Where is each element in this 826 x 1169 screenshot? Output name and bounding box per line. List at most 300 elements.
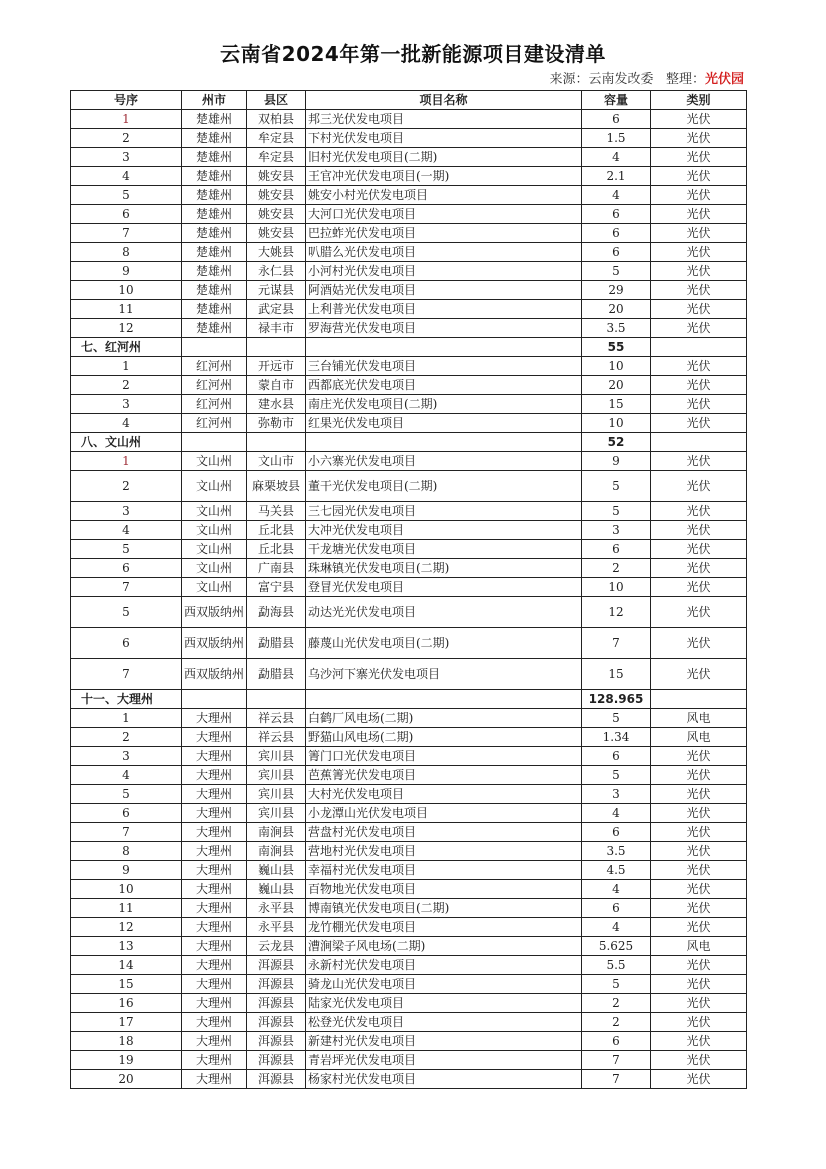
row-type: 光伏 [651,502,747,521]
row-city: 楚雄州 [182,281,247,300]
row-city: 楚雄州 [182,300,247,319]
row-type: 光伏 [651,262,747,281]
row-city: 楚雄州 [182,319,247,338]
row-capacity: 5.5 [582,956,651,975]
row-city: 楚雄州 [182,205,247,224]
row-type: 光伏 [651,224,747,243]
table-row [71,842,747,861]
row-city: 楚雄州 [182,129,247,148]
row-type: 光伏 [651,471,747,502]
row-type: 光伏 [651,994,747,1013]
row-city: 大理州 [182,728,247,747]
table-row [71,1070,747,1089]
row-number: 6 [71,559,182,578]
row-type: 光伏 [651,1032,747,1051]
row-capacity: 6 [582,1032,651,1051]
row-project-name: 阿酒姑光伏发电项目 [306,281,582,300]
table-row [71,281,747,300]
row-city: 大理州 [182,804,247,823]
row-capacity: 6 [582,899,651,918]
row-county: 麻栗坡县 [247,471,306,502]
row-number: 7 [71,823,182,842]
row-project-name: 罗海营光伏发电项目 [306,319,582,338]
table-row [71,129,747,148]
row-project-name: 三台铺光伏发电项目 [306,357,582,376]
row-capacity: 15 [582,659,651,690]
table-row [71,918,747,937]
row-capacity: 10 [582,578,651,597]
row-project-name: 芭蕉箐光伏发电项目 [306,766,582,785]
row-number: 20 [71,1070,182,1089]
row-city: 大理州 [182,1070,247,1089]
row-number: 7 [71,659,182,690]
row-project-name: 小龙潭山光伏发电项目 [306,804,582,823]
row-type: 光伏 [651,1013,747,1032]
row-county: 富宁县 [247,578,306,597]
row-project-name: 叭腊么光伏发电项目 [306,243,582,262]
row-type: 光伏 [651,975,747,994]
row-number: 10 [71,281,182,300]
table-row [71,628,747,659]
row-project-name: 百物地光伏发电项目 [306,880,582,899]
table-body [71,110,747,1089]
row-city: 大理州 [182,1032,247,1051]
table-row [71,559,747,578]
row-number: 13 [71,937,182,956]
table-row [71,937,747,956]
row-number: 16 [71,994,182,1013]
row-capacity: 3.5 [582,842,651,861]
row-number: 4 [71,414,182,433]
header-type: 类别 [651,91,747,110]
row-number: 8 [71,243,182,262]
row-county: 洱源县 [247,994,306,1013]
row-number: 3 [71,747,182,766]
row-number: 9 [71,861,182,880]
row-number: 2 [71,471,182,502]
row-city: 楚雄州 [182,186,247,205]
row-project-name: 龙竹棚光伏发电项目 [306,918,582,937]
row-capacity: 7 [582,1051,651,1070]
row-capacity: 7 [582,1070,651,1089]
row-capacity: 5 [582,709,651,728]
row-project-name: 松登光伏发电项目 [306,1013,582,1032]
group-type-empty [651,338,747,357]
row-city: 红河州 [182,357,247,376]
row-number: 2 [71,129,182,148]
header-project-name: 项目名称 [306,91,582,110]
row-county: 勐海县 [247,597,306,628]
table-row [71,414,747,433]
header-no: 号序 [71,91,182,110]
row-project-name: 营盘村光伏发电项目 [306,823,582,842]
row-project-name: 小河村光伏发电项目 [306,262,582,281]
row-project-name: 博南镇光伏发电项目(二期) [306,899,582,918]
row-city: 大理州 [182,918,247,937]
row-capacity: 5 [582,471,651,502]
table-row [71,167,747,186]
row-number: 1 [71,110,182,129]
row-type: 光伏 [651,766,747,785]
row-capacity: 1.5 [582,129,651,148]
table-row [71,1051,747,1070]
row-type: 光伏 [651,205,747,224]
row-county: 洱源县 [247,1013,306,1032]
row-project-name: 白鹤厂风电场(二期) [306,709,582,728]
row-type: 光伏 [651,785,747,804]
table-row [71,823,747,842]
row-project-name: 珠琳镇光伏发电项目(二期) [306,559,582,578]
row-project-name: 姚安小村光伏发电项目 [306,186,582,205]
row-number: 5 [71,597,182,628]
row-county: 永仁县 [247,262,306,281]
row-project-name: 杨家村光伏发电项目 [306,1070,582,1089]
row-project-name: 永新村光伏发电项目 [306,956,582,975]
row-capacity: 7 [582,628,651,659]
row-type: 光伏 [651,110,747,129]
row-county: 蒙自市 [247,376,306,395]
row-type: 光伏 [651,243,747,262]
table-row [71,747,747,766]
row-type: 光伏 [651,319,747,338]
row-capacity: 12 [582,597,651,628]
row-number: 19 [71,1051,182,1070]
row-county: 祥云县 [247,728,306,747]
row-capacity: 15 [582,395,651,414]
row-type: 光伏 [651,861,747,880]
row-number: 1 [71,452,182,471]
row-type: 风电 [651,709,747,728]
group-county-empty [247,338,306,357]
row-county: 勐腊县 [247,628,306,659]
row-number: 7 [71,578,182,597]
header-county: 县区 [247,91,306,110]
row-county: 弥勒市 [247,414,306,433]
row-city: 红河州 [182,376,247,395]
row-type: 光伏 [651,521,747,540]
row-capacity: 5 [582,262,651,281]
group-capacity-total: 128.965 [582,690,651,709]
row-county: 双柏县 [247,110,306,129]
row-project-name: 上利普光伏发电项目 [306,300,582,319]
row-number: 2 [71,376,182,395]
row-county: 巍山县 [247,880,306,899]
row-city: 大理州 [182,861,247,880]
row-capacity: 5 [582,975,651,994]
row-county: 洱源县 [247,1051,306,1070]
row-number: 4 [71,766,182,785]
row-county: 云龙县 [247,937,306,956]
row-project-name: 箐门口光伏发电项目 [306,747,582,766]
group-row [71,338,747,357]
row-type: 光伏 [651,148,747,167]
row-type: 光伏 [651,918,747,937]
row-county: 洱源县 [247,1032,306,1051]
row-number: 2 [71,728,182,747]
row-county: 牟定县 [247,148,306,167]
row-type: 光伏 [651,540,747,559]
row-capacity: 2 [582,559,651,578]
row-county: 禄丰市 [247,319,306,338]
row-county: 永平县 [247,918,306,937]
row-type: 光伏 [651,1051,747,1070]
group-county-empty [247,433,306,452]
row-capacity: 4 [582,804,651,823]
row-project-name: 野猫山风电场(二期) [306,728,582,747]
row-number: 18 [71,1032,182,1051]
row-type: 光伏 [651,804,747,823]
table-row [71,471,747,502]
row-county: 宾川县 [247,766,306,785]
table-row [71,728,747,747]
row-project-name: 陆家光伏发电项目 [306,994,582,1013]
group-row [71,690,747,709]
row-capacity: 6 [582,110,651,129]
table-row [71,578,747,597]
group-capacity-total: 52 [582,433,651,452]
row-number: 14 [71,956,182,975]
row-city: 大理州 [182,937,247,956]
row-number: 1 [71,357,182,376]
row-project-name: 董干光伏发电项目(二期) [306,471,582,502]
row-number: 3 [71,502,182,521]
row-county: 宾川县 [247,804,306,823]
row-city: 大理州 [182,880,247,899]
group-row [71,433,747,452]
row-type: 光伏 [651,452,747,471]
row-county: 武定县 [247,300,306,319]
row-city: 大理州 [182,766,247,785]
row-project-name: 王官冲光伏发电项目(一期) [306,167,582,186]
row-project-name: 登冒光伏发电项目 [306,578,582,597]
table-row [71,319,747,338]
project-table [70,90,747,1089]
row-county: 洱源县 [247,1070,306,1089]
row-capacity: 20 [582,300,651,319]
row-type: 光伏 [651,842,747,861]
row-county: 姚安县 [247,224,306,243]
row-capacity: 2.1 [582,167,651,186]
table-row [71,521,747,540]
row-project-name: 干龙塘光伏发电项目 [306,540,582,559]
table-row [71,804,747,823]
row-city: 大理州 [182,956,247,975]
table-row [71,1032,747,1051]
row-project-name: 大河口光伏发电项目 [306,205,582,224]
row-city: 西双版纳州 [182,597,247,628]
row-city: 西双版纳州 [182,659,247,690]
row-capacity: 6 [582,823,651,842]
row-type: 光伏 [651,578,747,597]
row-city: 红河州 [182,395,247,414]
row-city: 大理州 [182,899,247,918]
row-type: 光伏 [651,880,747,899]
row-type: 光伏 [651,395,747,414]
header-row [71,91,747,110]
group-county-empty [247,690,306,709]
row-capacity: 10 [582,414,651,433]
source-label: 来源：云南发改委 [549,72,654,87]
table-row [71,357,747,376]
row-city: 大理州 [182,1051,247,1070]
row-city: 楚雄州 [182,110,247,129]
row-county: 南涧县 [247,823,306,842]
organizer-label: 整理： [665,72,705,87]
row-number: 12 [71,319,182,338]
row-county: 宾川县 [247,785,306,804]
row-city: 大理州 [182,994,247,1013]
row-project-name: 漕涧梁子风电场(二期) [306,937,582,956]
row-project-name: 大村光伏发电项目 [306,785,582,804]
row-project-name: 巴拉蚱光伏发电项目 [306,224,582,243]
row-capacity: 1.34 [582,728,651,747]
table-row [71,205,747,224]
row-county: 宾川县 [247,747,306,766]
row-project-name: 动达光光伏发电项目 [306,597,582,628]
table-row [71,452,747,471]
row-city: 大理州 [182,709,247,728]
row-capacity: 3 [582,785,651,804]
group-city-empty [182,433,247,452]
table-row [71,709,747,728]
document-title: 云南省2024年第一批新能源项目建设清单 [220,42,606,66]
row-number: 3 [71,148,182,167]
row-capacity: 2 [582,994,651,1013]
row-type: 光伏 [651,659,747,690]
row-city: 文山州 [182,471,247,502]
row-county: 广南县 [247,559,306,578]
row-number: 5 [71,540,182,559]
row-project-name: 新建村光伏发电项目 [306,1032,582,1051]
row-number: 4 [71,521,182,540]
group-type-empty [651,690,747,709]
row-number: 12 [71,918,182,937]
table-row [71,597,747,628]
row-capacity: 4 [582,880,651,899]
row-number: 5 [71,785,182,804]
row-county: 丘北县 [247,540,306,559]
row-project-name: 藤蔑山光伏发电项目(二期) [306,628,582,659]
table-row [71,659,747,690]
row-type: 光伏 [651,899,747,918]
row-number: 10 [71,880,182,899]
row-capacity: 4.5 [582,861,651,880]
table-row [71,1013,747,1032]
table-row [71,148,747,167]
table-row [71,300,747,319]
row-city: 红河州 [182,414,247,433]
row-project-name: 幸福村光伏发电项目 [306,861,582,880]
row-city: 文山州 [182,452,247,471]
row-type: 光伏 [651,129,747,148]
table-row [71,110,747,129]
row-number: 7 [71,224,182,243]
row-capacity: 4 [582,186,651,205]
group-city-empty [182,690,247,709]
row-city: 楚雄州 [182,224,247,243]
row-type: 光伏 [651,376,747,395]
row-type: 光伏 [651,186,747,205]
row-type: 光伏 [651,167,747,186]
row-county: 洱源县 [247,956,306,975]
row-city: 大理州 [182,842,247,861]
row-county: 洱源县 [247,975,306,994]
row-type: 光伏 [651,1070,747,1089]
group-name-empty [306,338,582,357]
row-county: 建水县 [247,395,306,414]
row-county: 勐腊县 [247,659,306,690]
row-county: 开远市 [247,357,306,376]
row-project-name: 三七园光伏发电项目 [306,502,582,521]
row-capacity: 5 [582,502,651,521]
row-type: 风电 [651,728,747,747]
group-label: 八、文山州 [71,433,182,452]
row-capacity: 4 [582,148,651,167]
group-label: 十一、大理州 [71,690,182,709]
group-capacity-total: 55 [582,338,651,357]
row-county: 祥云县 [247,709,306,728]
row-city: 楚雄州 [182,167,247,186]
row-project-name: 小六寨光伏发电项目 [306,452,582,471]
row-capacity: 6 [582,540,651,559]
row-city: 大理州 [182,785,247,804]
table-row [71,376,747,395]
row-project-name: 大冲光伏发电项目 [306,521,582,540]
row-project-name: 营地村光伏发电项目 [306,842,582,861]
table-row [71,766,747,785]
row-city: 文山州 [182,521,247,540]
row-type: 光伏 [651,357,747,376]
table-row [71,186,747,205]
organizer-brand: 光伏园 [704,72,744,87]
row-project-name: 西都底光伏发电项目 [306,376,582,395]
row-capacity: 4 [582,918,651,937]
row-county: 巍山县 [247,861,306,880]
row-project-name: 红果光伏发电项目 [306,414,582,433]
row-capacity: 2 [582,1013,651,1032]
table-row [71,395,747,414]
table-row [71,880,747,899]
row-city: 楚雄州 [182,243,247,262]
row-number: 4 [71,167,182,186]
row-number: 1 [71,709,182,728]
table-row [71,540,747,559]
row-county: 姚安县 [247,205,306,224]
row-number: 11 [71,300,182,319]
row-city: 楚雄州 [182,148,247,167]
row-county: 文山市 [247,452,306,471]
row-city: 大理州 [182,975,247,994]
row-county: 大姚县 [247,243,306,262]
row-city: 楚雄州 [182,262,247,281]
row-type: 风电 [651,937,747,956]
row-project-name: 骑龙山光伏发电项目 [306,975,582,994]
group-type-empty [651,433,747,452]
row-type: 光伏 [651,823,747,842]
row-type: 光伏 [651,559,747,578]
row-number: 11 [71,899,182,918]
row-number: 8 [71,842,182,861]
row-city: 西双版纳州 [182,628,247,659]
row-number: 9 [71,262,182,281]
row-county: 马关县 [247,502,306,521]
row-type: 光伏 [651,747,747,766]
row-capacity: 10 [582,357,651,376]
row-number: 15 [71,975,182,994]
row-capacity: 9 [582,452,651,471]
row-type: 光伏 [651,956,747,975]
table-row [71,861,747,880]
